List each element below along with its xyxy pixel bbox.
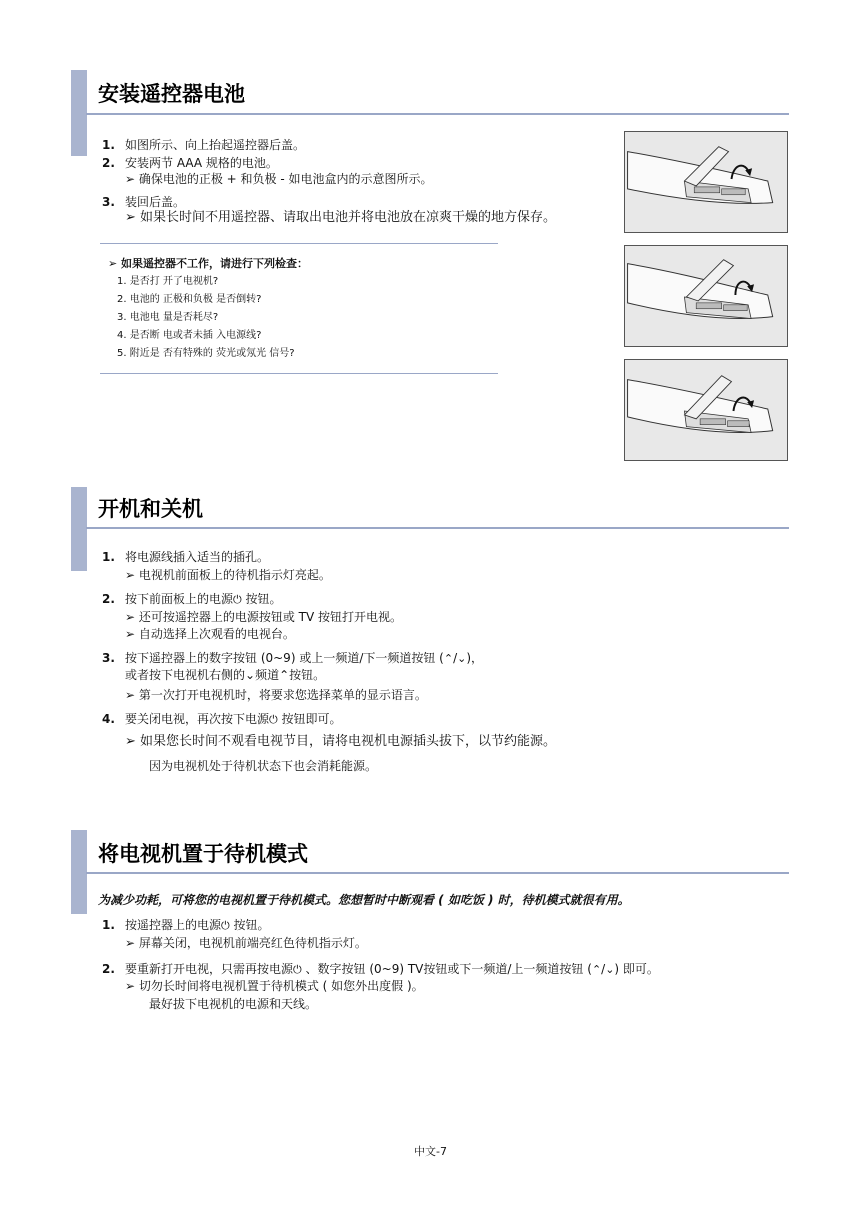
section-title-power: 开机和关机: [98, 497, 203, 521]
step-text-part: 频道: [255, 668, 280, 682]
check-item: 2. 电池的 正极和负极 是否倒转?: [117, 294, 262, 305]
step-text-part: 按钮。: [229, 918, 270, 932]
step-subnote: ➢ 电视机前面板上的待机指示灯亮起。: [125, 568, 331, 582]
section-title-standby: 将电视机置于待机模式: [98, 842, 308, 866]
check-item: 3. 电池电 量是否耗尽?: [117, 312, 219, 323]
note-divider-top: [100, 243, 498, 244]
power-icon: ⏻: [221, 919, 230, 932]
remote-battery-illustration-2: [624, 245, 788, 347]
step-text: [125, 591, 282, 608]
step-text-part: ) 即可。: [614, 962, 659, 976]
step-subnote: ➢ 屏幕关闭，电视机前端亮红色待机指示灯。: [125, 936, 367, 950]
section-marker: [71, 830, 87, 914]
step-text: 安装两节 AAA 规格的电池。: [125, 156, 278, 170]
step-subnote: ➢ 如果您长时间不观看电视节目，请将电视机电源插头拔下，以节约能源。: [125, 734, 557, 749]
step-text: 将电源线插入适当的插孔。: [125, 550, 270, 564]
step-subnote: ➢ 还可按遥控器上的电源按钮或 TV 按钮打开电视。: [125, 610, 403, 624]
check-item: 4. 是否断 电或者未插 入电源线?: [117, 330, 262, 341]
step-text-part: 按下遥控器上的数字按钮 (0~9) 或上一频道/下一频道按钮 (: [125, 651, 444, 665]
step-number: 2.: [102, 592, 115, 606]
section-divider: [86, 872, 789, 874]
section-divider: [86, 113, 789, 115]
step-number: 2.: [102, 156, 115, 170]
step-text-part: 按遥控器上的电源: [125, 918, 222, 932]
step-number: 2.: [102, 962, 115, 976]
step-text: 如图所示、向上抬起遥控器后盖。: [125, 138, 306, 152]
channel-up-icon: ⌃: [591, 963, 602, 976]
remote-battery-illustration-1: [624, 131, 788, 233]
step-number: 4.: [102, 712, 115, 726]
step-text: 要重新打开电视，只需再按电源⏻ 、数字按钮 (0~9) TV按钮或下一频道/上一频道按钮 (⌃/⌄) 即可。: [125, 962, 659, 976]
remote-battery-illustration-3: [624, 359, 788, 461]
step-text-part: 按钮。: [241, 592, 282, 606]
power-icon: ⏻: [269, 713, 278, 726]
step-text-part: 或者按下电视机右侧的: [125, 668, 246, 682]
channel-down-icon: ⌄: [605, 963, 615, 976]
section-marker: [71, 70, 87, 156]
step-number: 1.: [102, 550, 115, 564]
step-text-part: 按下前面板上的电源: [125, 592, 234, 606]
step-text: [125, 917, 270, 934]
step-text-part: 、数字按钮 (0~9) TV按钮或下一频道/上一频道按钮 (: [301, 962, 592, 976]
step-number: 1.: [102, 918, 115, 932]
step-text-part: 按钮即可。: [277, 712, 342, 726]
step-subnote: 最好拔下电视机的电源和天线。: [149, 997, 318, 1011]
step-number: 3.: [102, 195, 115, 209]
power-icon: ⏻: [233, 593, 242, 606]
step-text-part: )，: [466, 651, 484, 665]
check-item: 5. 附近是 否有特殊的 荧光或氖光 信号?: [117, 348, 295, 359]
step-number: 1.: [102, 138, 115, 152]
check-item: 1. 是否打 开了电视机?: [117, 276, 219, 287]
remote-insert-battery-icon: [625, 246, 787, 346]
section-title-battery: 安装遥控器电池: [98, 82, 245, 106]
step-subnote: ➢ 如果长时间不用遥控器、请取出电池并将电池放在凉爽干燥的地方保存。: [125, 210, 557, 225]
remote-close-cover-icon: [625, 360, 787, 460]
channel-up-icon: ⌃: [443, 652, 454, 665]
note-divider-bottom: [100, 373, 498, 374]
page-number: 中文-7: [414, 1145, 447, 1158]
step-subnote: ➢ 切勿长时间将电视机置于待机模式 ( 如您外出度假 )。: [125, 979, 424, 993]
step-text: 装回后盖。: [125, 195, 186, 209]
power-icon: ⏻: [293, 963, 302, 976]
step-number: 3.: [102, 651, 115, 665]
section-divider: [86, 527, 789, 529]
step-subnote: ➢ 第一次打开电视机时，将要求您选择菜单的显示语言。: [125, 688, 427, 702]
channel-down-icon: ⌄: [457, 652, 467, 665]
remote-open-cover-icon: [625, 132, 787, 232]
chevron-down-icon: ⌄: [245, 668, 256, 682]
step-subnote: ➢ 确保电池的正极 + 和负极 - 如电池盒内的示意图所示。: [125, 172, 433, 186]
step-text: 按下遥控器上的数字按钮 (0~9) 或上一频道/下一频道按钮 (⌃/⌄)，: [125, 651, 484, 665]
step-text-part: 按钮。: [289, 668, 326, 682]
step-text-part: 要关闭电视，再次按下电源: [125, 712, 270, 726]
step-subnote: 因为电视机处于待机状态下也会消耗能源。: [149, 759, 378, 773]
chevron-up-icon: ⌃: [279, 668, 290, 682]
step-text: [125, 711, 342, 728]
section-marker: [71, 487, 87, 571]
note-title: ➢ 如果遥控器不工作，请进行下列检查：: [108, 257, 309, 270]
step-text-part: 要重新打开电视，只需再按电源: [125, 962, 294, 976]
step-subnote: ➢ 自动选择上次观看的电视台。: [125, 627, 295, 641]
step-text: [125, 667, 325, 683]
standby-intro: 为减少功耗，可将您的电视机置于待机模式。您想暂时中断观看 ( 如吃饭 ) 时，待机模式就很有用。: [98, 893, 630, 907]
